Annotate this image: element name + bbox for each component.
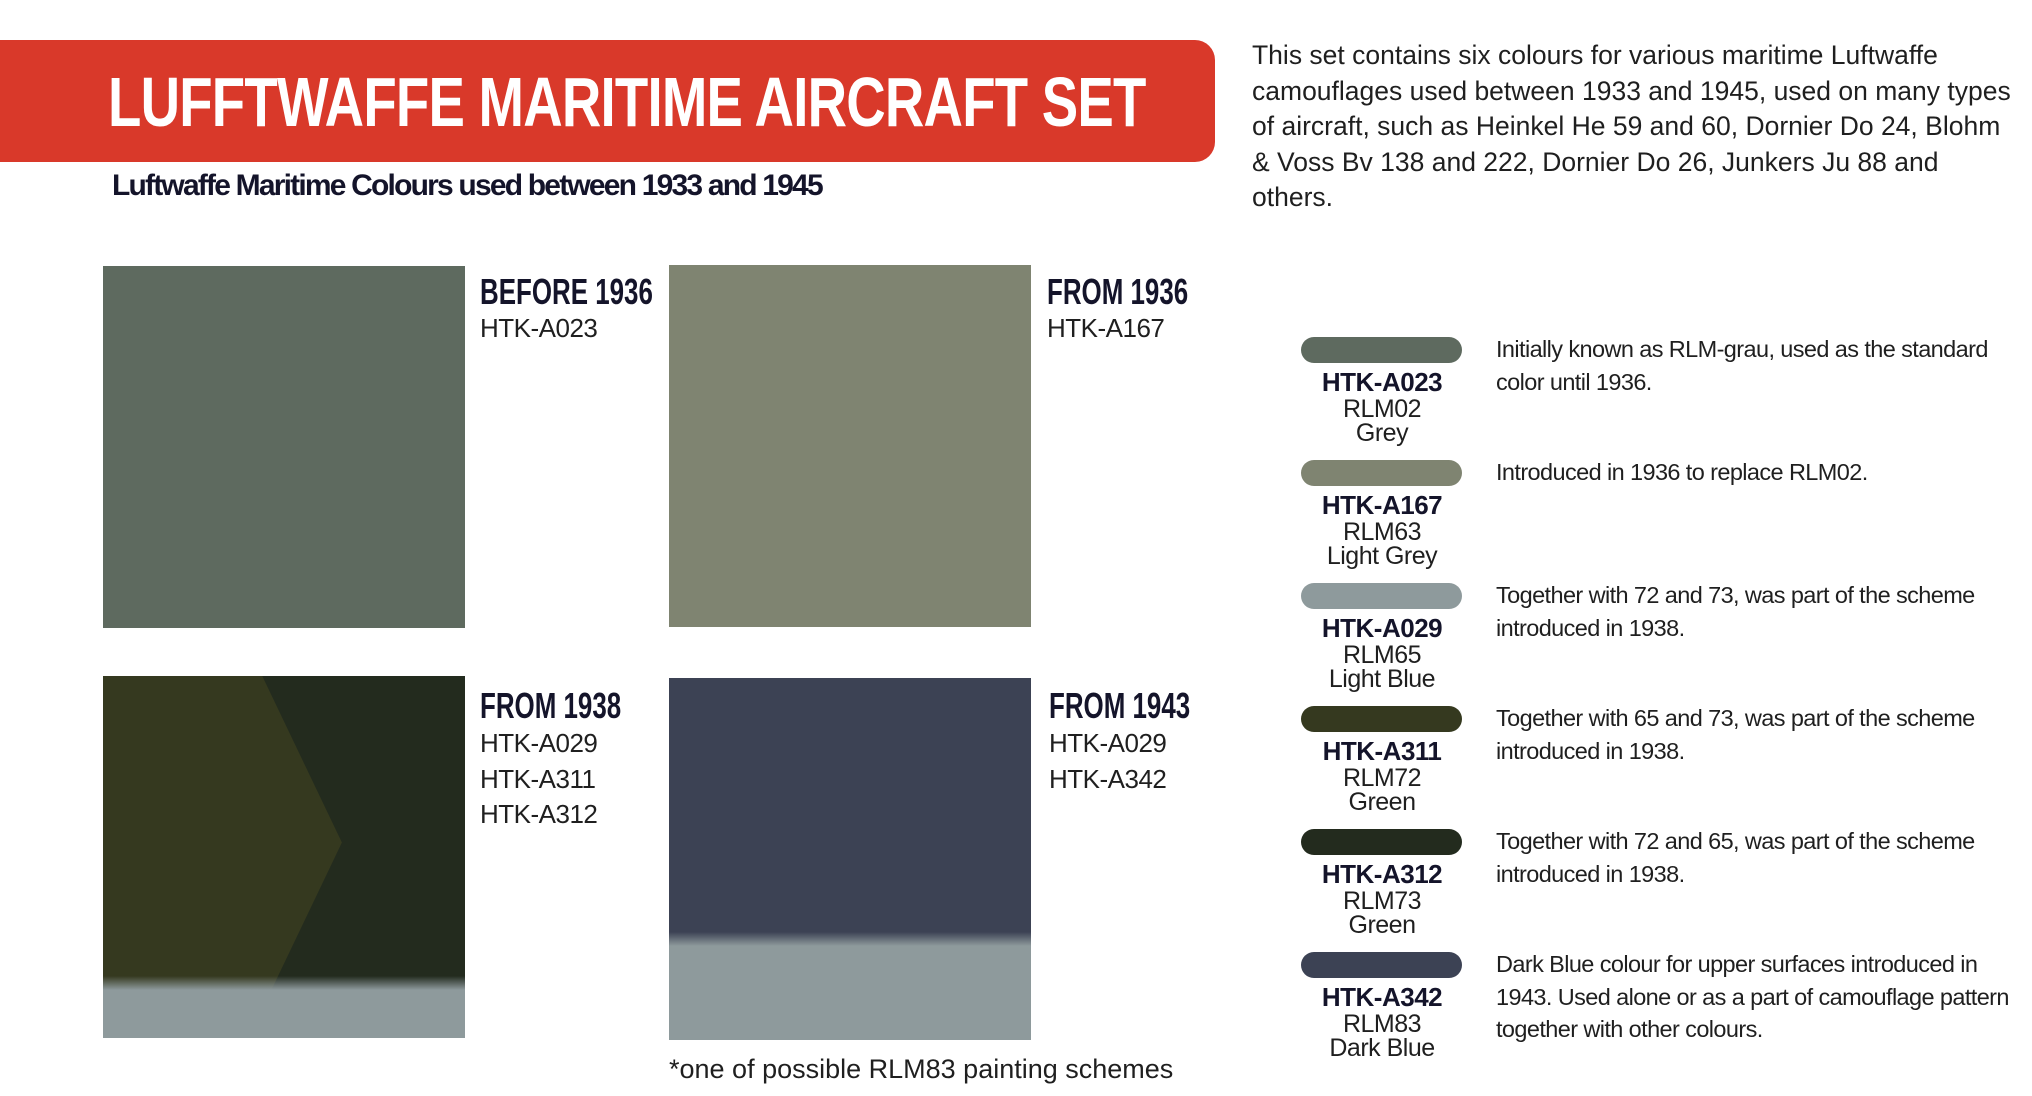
period-codes — [480, 311, 597, 347]
legend-colour-name: Grey — [1355, 419, 1409, 447]
period-codes — [1049, 726, 1166, 797]
period-label: FROM 1938 — [480, 685, 622, 726]
legend-item — [1296, 337, 2026, 460]
legend-description: Dark Blue colour for upper surfaces introduced in 1943. Used alone or as a part of camouflage pattern together with other colours. — [1496, 951, 2009, 1042]
swatch-before-1936 — [103, 266, 465, 628]
underside-light-blue — [669, 932, 1031, 1040]
colour-chip — [1301, 829, 1462, 855]
legend-item — [1296, 829, 2026, 952]
intro-text: This set contains six colours for various maritime Luftwaffe camouflages used between 1933 and 1945, used on many types of aircraft, such as Heinkel He 59 and 60, Dornier Do 24, Blohm & Voss Bv 138 and 222, Dornier Do 26, Junkers Ju 88 and others. — [1252, 40, 2011, 212]
legend-description: Together with 65 and 73, was part of the scheme introduced in 1938. — [1496, 705, 1975, 764]
period-label: BEFORE 1936 — [480, 271, 653, 312]
legend-rlm: RLM83 — [1342, 1010, 1422, 1038]
legend-code: HTK-A311 — [1322, 736, 1442, 766]
legend-code: HTK-A029 — [1321, 613, 1443, 643]
legend-code: HTK-A167 — [1321, 490, 1443, 520]
legend-item — [1296, 583, 2026, 706]
legend-rlm: RLM73 — [1342, 887, 1422, 915]
page-title: LUFFTWAFFE MARITIME AIRCRAFT SET — [108, 63, 1146, 141]
legend-colour-name: Dark Blue — [1329, 1034, 1435, 1062]
paint-code: HTK-A311 — [480, 763, 596, 794]
paint-code: HTK-A312 — [480, 799, 598, 829]
legend-item — [1296, 706, 2026, 829]
paint-code: HTK-A029 — [1049, 728, 1167, 758]
legend-item — [1296, 952, 2026, 1075]
legend-colour-name: Green — [1348, 788, 1416, 816]
paint-code: HTK-A029 — [480, 728, 598, 758]
legend-description: Together with 72 and 73, was part of the scheme introduced in 1938. — [1496, 582, 1975, 641]
colour-chip — [1301, 460, 1462, 486]
legend-rlm: RLM65 — [1342, 641, 1422, 669]
legend-code: HTK-A342 — [1321, 982, 1443, 1012]
swatch-from-1943 — [669, 678, 1031, 1040]
swatch-from-1936 — [669, 265, 1031, 627]
underside-light-blue — [103, 976, 465, 1038]
colour-chip — [1301, 706, 1462, 732]
legend-description: Together with 72 and 65, was part of the scheme introduced in 1938. — [1496, 828, 1975, 887]
legend-colour-name: Green — [1348, 911, 1416, 939]
colour-chip — [1301, 583, 1462, 609]
legend-rlm: RLM02 — [1342, 395, 1422, 423]
period-label: FROM 1936 — [1047, 271, 1189, 312]
legend-description: Introduced in 1936 to replace RLM02. — [1496, 459, 1868, 485]
period-label: FROM 1943 — [1049, 685, 1191, 726]
paint-code: HTK-A342 — [1049, 763, 1167, 794]
page-subtitle: Luftwaffe Maritime Colours used between 1933 and 1945 — [112, 169, 822, 202]
legend-description: Initially known as RLM-grau, used as the standard color until 1936. — [1496, 336, 1988, 395]
paint-code: HTK-A023 — [480, 313, 598, 343]
legend-item — [1296, 460, 2026, 583]
legend-rlm: RLM72 — [1342, 764, 1422, 792]
legend-colour-name: Light Blue — [1328, 665, 1436, 693]
colour-chip — [1301, 952, 1462, 978]
swatch-from-1938 — [103, 676, 465, 1038]
legend-colour-name: Light Grey — [1326, 542, 1438, 570]
colour-chip — [1301, 337, 1462, 363]
legend-code: HTK-A312 — [1321, 859, 1443, 889]
period-codes — [1047, 311, 1164, 347]
legend-rlm: RLM63 — [1342, 518, 1422, 546]
footnote: *one of possible RLM83 painting schemes — [669, 1054, 1174, 1084]
paint-code: HTK-A167 — [1047, 313, 1165, 343]
period-codes — [480, 726, 597, 833]
legend-code: HTK-A023 — [1321, 367, 1443, 397]
